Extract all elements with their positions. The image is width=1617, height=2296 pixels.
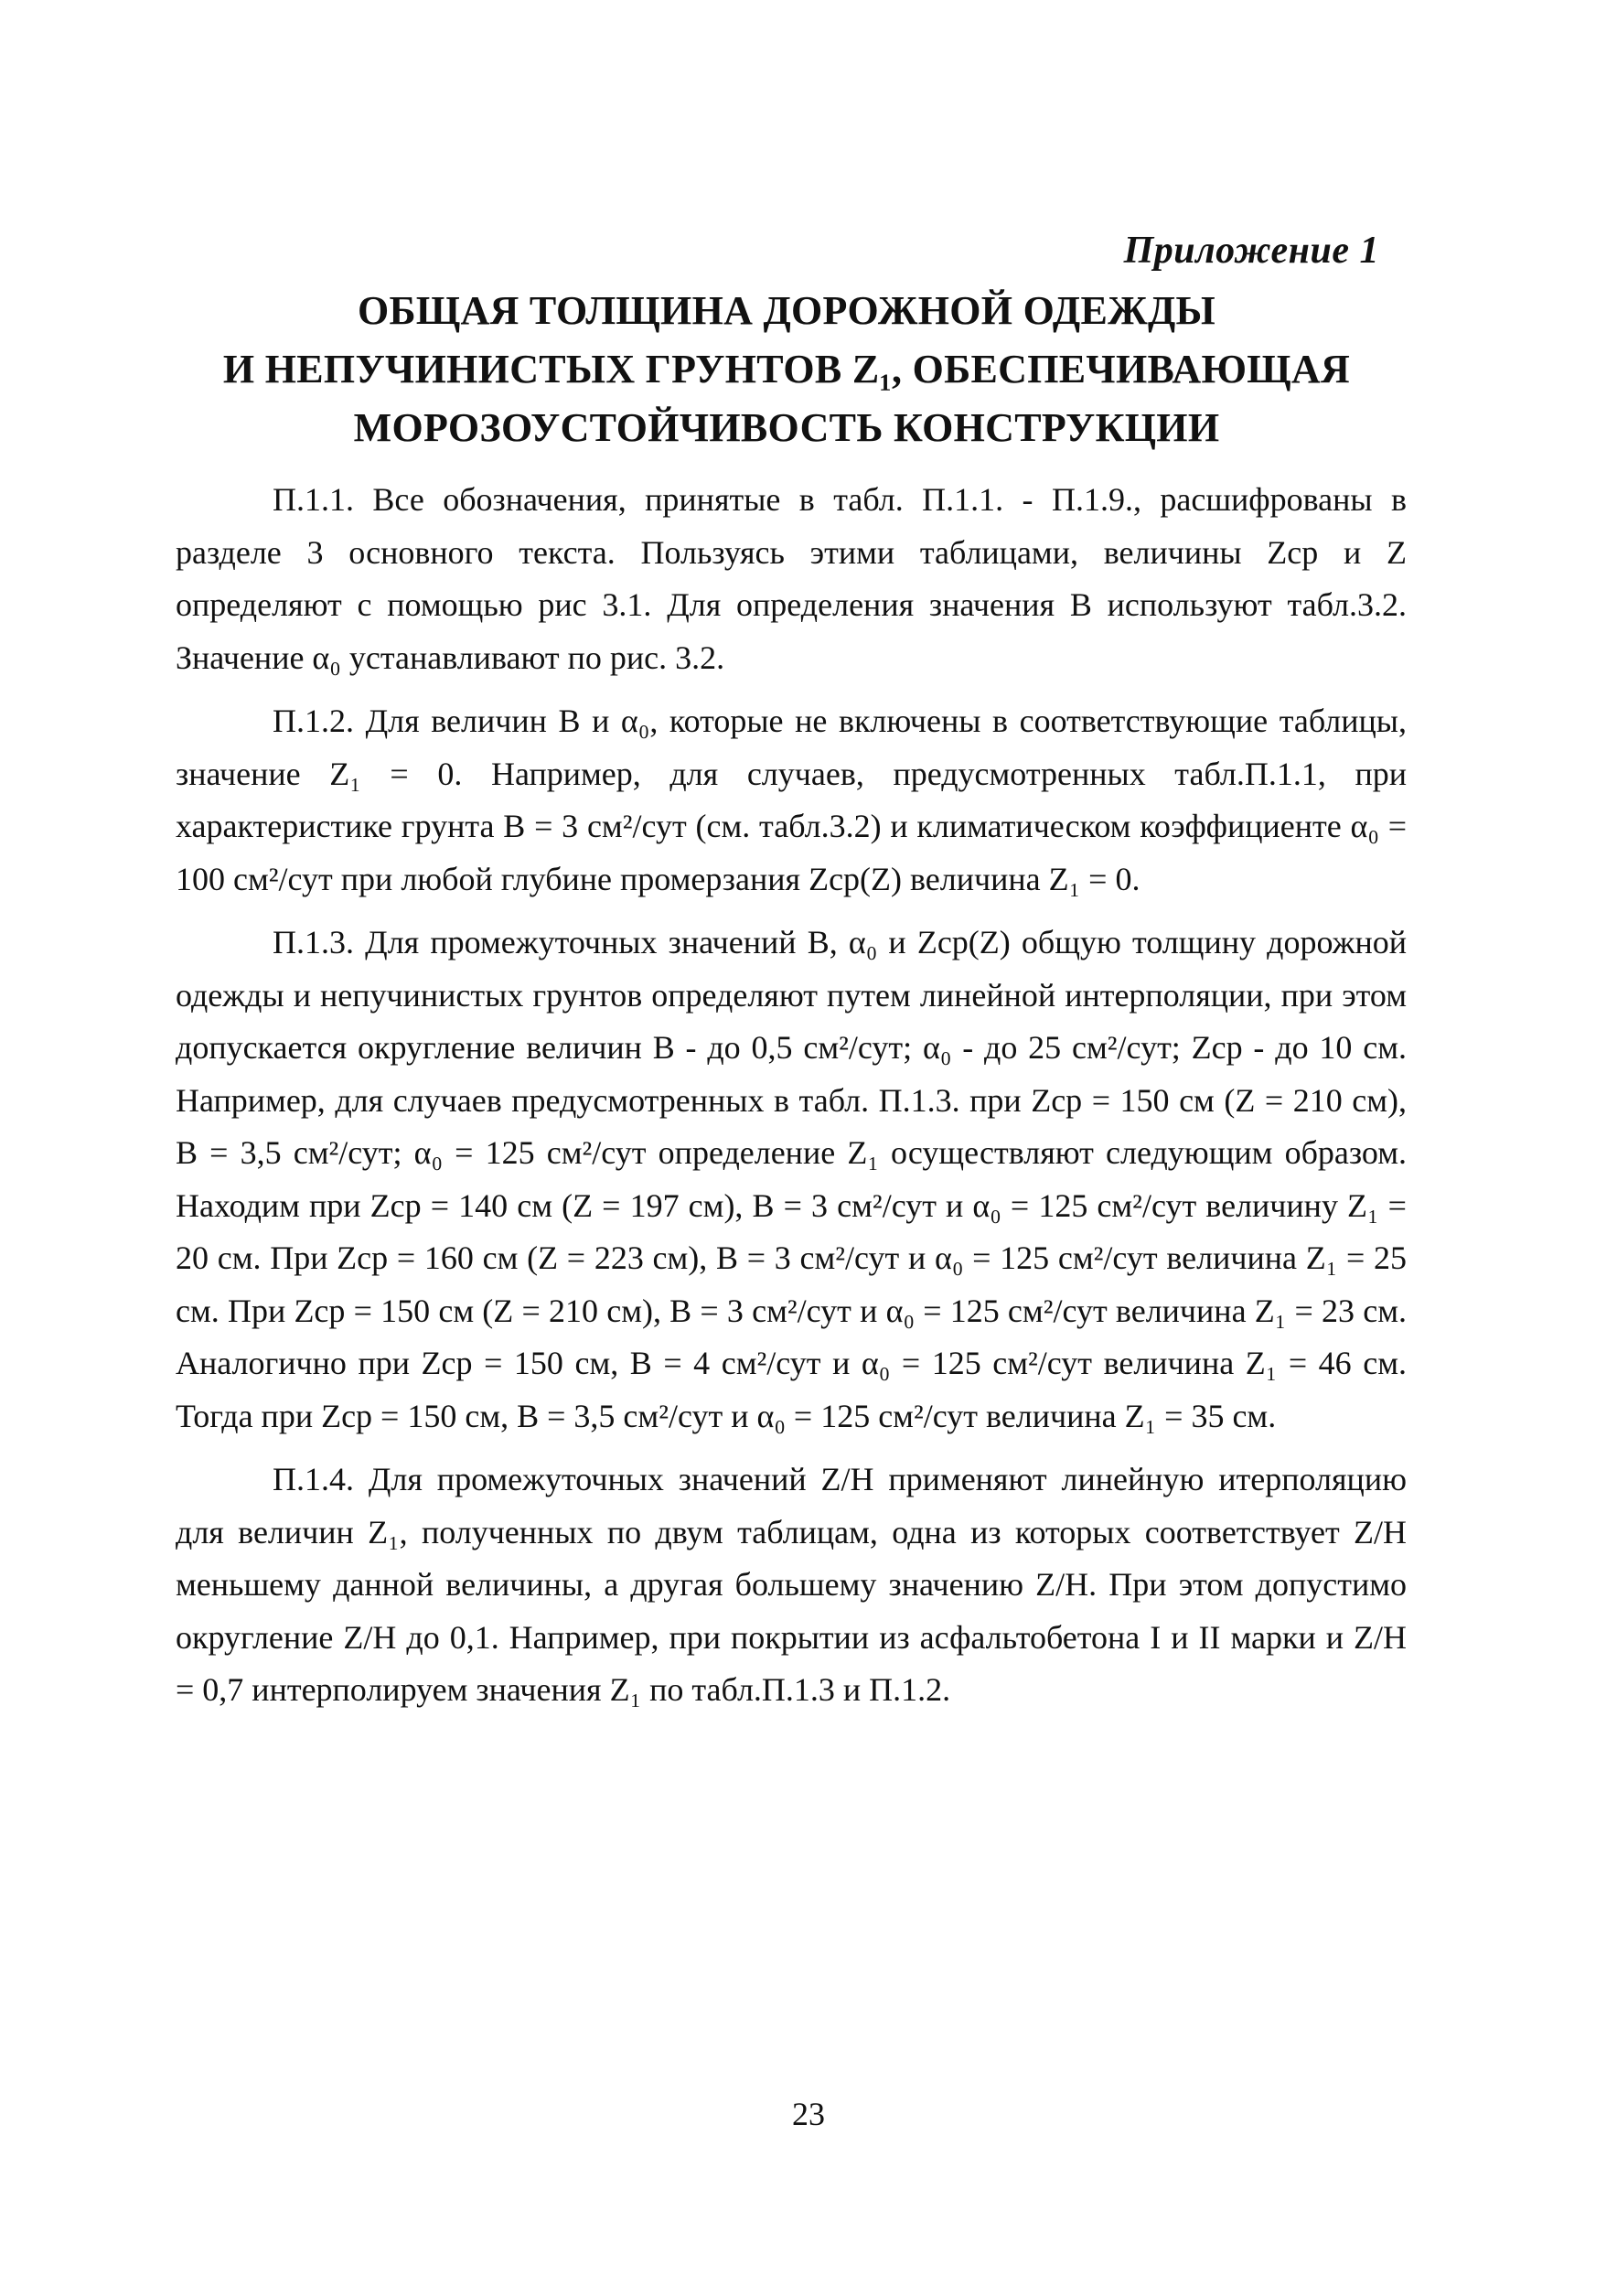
paragraph-p1-4: П.1.4. Для промежуточных значений Z/H применяют линейную итерполяцию для величин Z₁, полученных по двум таблицам, одна из которых соответствует Z/H меньшему данной величины, а другая большему значению Z/H. При этом допустимо округление Z/H до 0,1. Например, при покрытии из асфальтобетона I и II марки и Z/H = 0,7 интерполируем значения Z₁ по табл.П.1.3 и П.1.2. <box>176 1461 1407 1708</box>
appendix-label: Приложение 1 <box>1123 230 1379 272</box>
title-line-3: МОРОЗОУСТОЙЧИВОСТЬ КОНСТРУКЦИИ <box>353 405 1220 450</box>
paragraph-p1-3: П.1.3. Для промежуточных значений B, α₀ и Zср(Z) общую толщину дорожной одежды и непучинистых грунтов определяют путем линейной интерполяции, при этом допускается округление величин B - до 0,5 см²/сут; α₀ - до 25 см²/сут; Zср - до 10 см. Например, для случаев предусмотренных в табл. П.1.3. при Zср = 150 см (Z = 210 см), B = 3,5 см²/сут; α₀ = 125 см²/сут определение Z₁ осуществляют следующим образом. Находим при Zср = 140 см (Z = 197 см), B = 3 см²/сут и α₀ = 125 см²/сут величину Z₁ = 20 см. При Zср = 160 см (Z = 223 см), B = 3 см²/сут и α₀ = 125 см²/сут величина Z₁ = 25 см. При Zср = 150 см (Z = 210 см), B = 3 см²/сут и α₀ = 125 см²/сут величина Z₁ = 23 см. Аналогично при Zср = 150 см, B = 4 см²/сут и α₀ = 125 см²/сут величина Z₁ = 46 см. Тогда при Zср = 150 см, B = 3,5 см²/сут и α₀ = 125 см²/сут величина Z₁ = 35 см. <box>176 924 1407 1434</box>
title-line-1: ОБЩАЯ ТОЛЩИНА ДОРОЖНОЙ ОДЕЖДЫ <box>357 288 1216 333</box>
paragraph-p1-1: П.1.1. Все обозначения, принятые в табл. П.1.1. - П.1.9., расшифрованы в разделе 3 основного текста. Пользуясь этими таблицами, величины Zср и Z определяют с помощью рис 3.1. Для определения значения B используют табл.3.2. Значение α₀ устанавливают по рис. 3.2. <box>176 481 1407 676</box>
page-number: 23 <box>792 2096 825 2132</box>
page-title <box>174 282 1399 457</box>
paragraph-p1-2: П.1.2. Для величин B и α₀, которые не включены в соответствующие таблицы, значение Z₁ = 0. Например, для случаев, предусмотренных табл.П.1.1, при характеристике грунта B = 3 см²/сут (см. табл.3.2) и климатическом коэффициенте α₀ = 100 см²/сут при любой глубине промерзания Zср(Z) величина Z₁ = 0. <box>176 703 1407 897</box>
title-line-2: И НЕПУЧИНИСТЫХ ГРУНТОВ Z₁, ОБЕСПЕЧИВАЮЩАЯ <box>222 347 1351 392</box>
body-text <box>176 474 1407 1717</box>
